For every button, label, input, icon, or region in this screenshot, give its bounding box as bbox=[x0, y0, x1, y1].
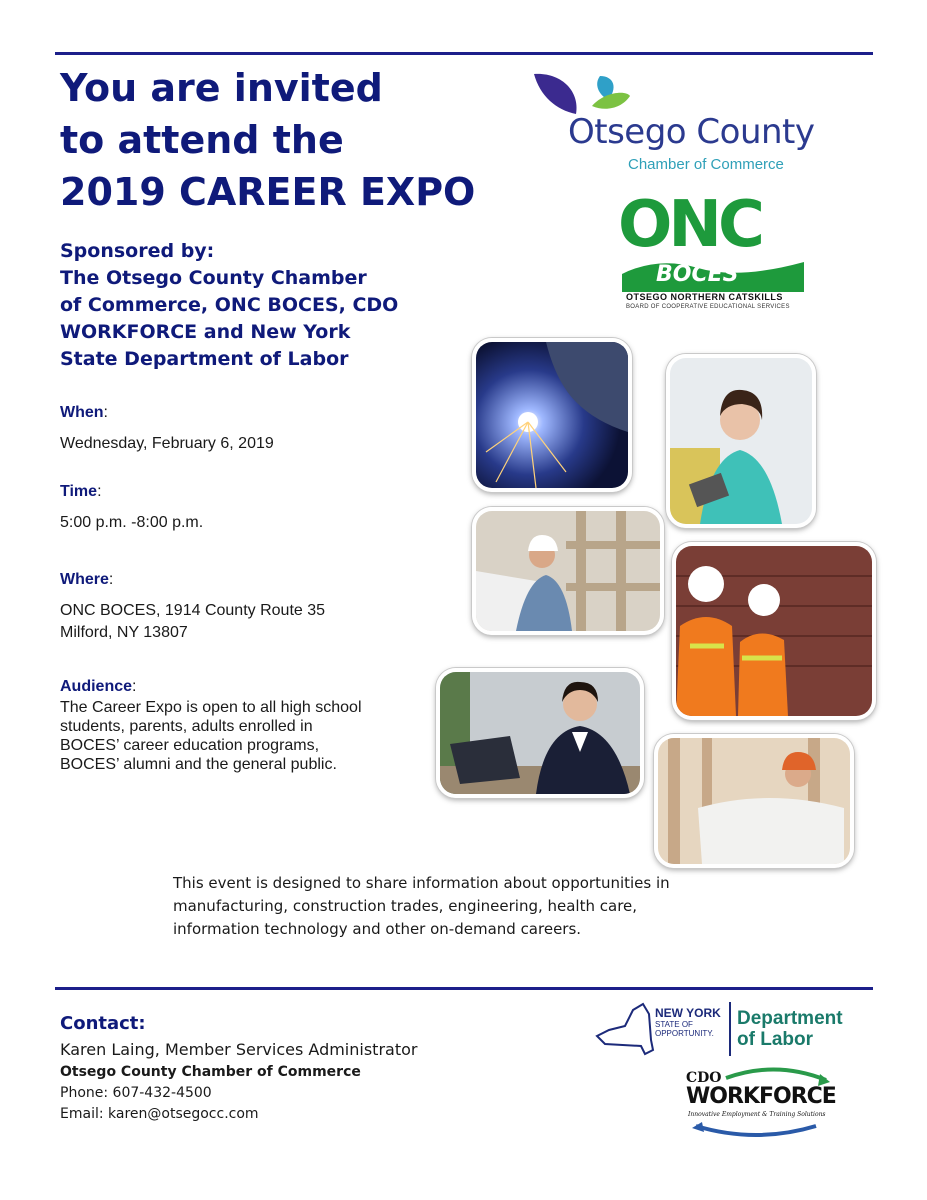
contact-section bbox=[60, 1013, 480, 1122]
when-section: When: Wednesday, February 6, 2019 bbox=[60, 404, 430, 454]
where-label: Where bbox=[60, 571, 109, 588]
nys-labor-logo bbox=[595, 998, 865, 1062]
department-of-labor bbox=[737, 1008, 843, 1050]
sponsor-line: The Otsego County Chamber bbox=[60, 267, 367, 289]
logo-divider bbox=[729, 1002, 731, 1056]
chamber-subtitle: Chamber of Commerce bbox=[628, 156, 784, 173]
audience-section: Audience: The Career Expo is open to all high school students, parents, adults enrolled in BOCES’ career education programs, BOCES’ alumni and the general public. bbox=[60, 678, 430, 774]
audience-text bbox=[60, 698, 430, 774]
cdo-tagline: Innovative Employment & Training Solutions bbox=[688, 1111, 826, 1118]
event-note-line: manufacturing, construction trades, engineering, health care, bbox=[173, 897, 638, 915]
contact-name: Karen Laing, Member Services Administrator bbox=[60, 1040, 418, 1059]
where-address-line: Milford, NY 13807 bbox=[60, 624, 188, 641]
onc-board-name: BOARD OF COOPERATIVE EDUCATIONAL SERVICES bbox=[626, 304, 790, 310]
onc-full-name: OTSEGO NORTHERN CATSKILLS bbox=[626, 292, 783, 302]
audience-line: BOCES’ career education programs, bbox=[60, 737, 320, 754]
audience-label: Audience bbox=[60, 678, 133, 695]
dept-line: of Labor bbox=[737, 1029, 813, 1050]
audience-line: BOCES’ alumni and the general public. bbox=[60, 756, 337, 773]
audience-line: students, parents, adults enrolled in bbox=[60, 718, 313, 735]
cdo-wordmark: CDO bbox=[686, 1070, 722, 1086]
chamber-name: Otsego County bbox=[568, 112, 815, 152]
state-of-opportunity: STATE OF OPPORTUNITY. bbox=[655, 1020, 714, 1038]
when-label: When bbox=[60, 404, 104, 421]
event-description bbox=[173, 872, 733, 941]
onc-boces-logo bbox=[618, 188, 808, 314]
audience-line: The Career Expo is open to all high school bbox=[60, 699, 362, 716]
contact-organization: Otsego County Chamber of Commerce bbox=[60, 1064, 361, 1080]
invitation-title bbox=[60, 62, 520, 218]
title-line: You are invited bbox=[60, 66, 383, 110]
boces-wordmark: BOCES bbox=[656, 262, 739, 287]
where-section: Where: ONC BOCES, 1914 County Route 35 Milford, NY 13807 bbox=[60, 571, 430, 643]
event-note-line: information technology and other on-demand careers. bbox=[173, 920, 582, 938]
sponsor-heading: Sponsored by: bbox=[60, 240, 215, 262]
onc-wordmark: ONC bbox=[618, 188, 761, 262]
engineer-photo bbox=[472, 507, 664, 635]
time-value: 5:00 p.m. -8:00 p.m. bbox=[60, 514, 204, 531]
bottom-divider bbox=[55, 987, 873, 990]
title-line: 2019 CAREER EXPO bbox=[60, 170, 476, 214]
event-note-line: This event is designed to share information about opportunities in bbox=[173, 874, 670, 892]
contact-phone: Phone: 607-432-4500 bbox=[60, 1085, 212, 1101]
workforce-wordmark: WORKFORCE bbox=[686, 1084, 836, 1109]
new-york-state-icon bbox=[595, 1000, 655, 1060]
sponsor-line: State Department of Labor bbox=[60, 348, 349, 370]
otsego-chamber-logo bbox=[530, 70, 850, 180]
dept-line: Department bbox=[737, 1008, 843, 1029]
where-address-line: ONC BOCES, 1914 County Route 35 bbox=[60, 602, 326, 619]
contact-heading: Contact: bbox=[60, 1013, 146, 1034]
businesswoman-photo bbox=[436, 668, 644, 798]
welder-photo bbox=[472, 338, 632, 492]
sponsor-line: WORKFORCE and New York bbox=[60, 321, 351, 343]
when-value: Wednesday, February 6, 2019 bbox=[60, 435, 274, 452]
contact-email[interactable]: Email: karen@otsegocc.com bbox=[60, 1106, 259, 1122]
top-divider bbox=[55, 52, 873, 55]
nurse-photo bbox=[666, 354, 816, 528]
blueprint-worker-photo bbox=[654, 734, 854, 868]
time-section: Time: 5:00 p.m. -8:00 p.m. bbox=[60, 483, 430, 533]
sponsor-line: of Commerce, ONC BOCES, CDO bbox=[60, 294, 399, 316]
time-label: Time bbox=[60, 483, 98, 500]
title-line: to attend the bbox=[60, 118, 344, 162]
construction-workers-photo bbox=[672, 542, 876, 720]
cdo-workforce-logo bbox=[686, 1064, 836, 1140]
new-york-wordmark: NEW YORK bbox=[655, 1006, 721, 1020]
sponsor-block bbox=[60, 238, 440, 373]
